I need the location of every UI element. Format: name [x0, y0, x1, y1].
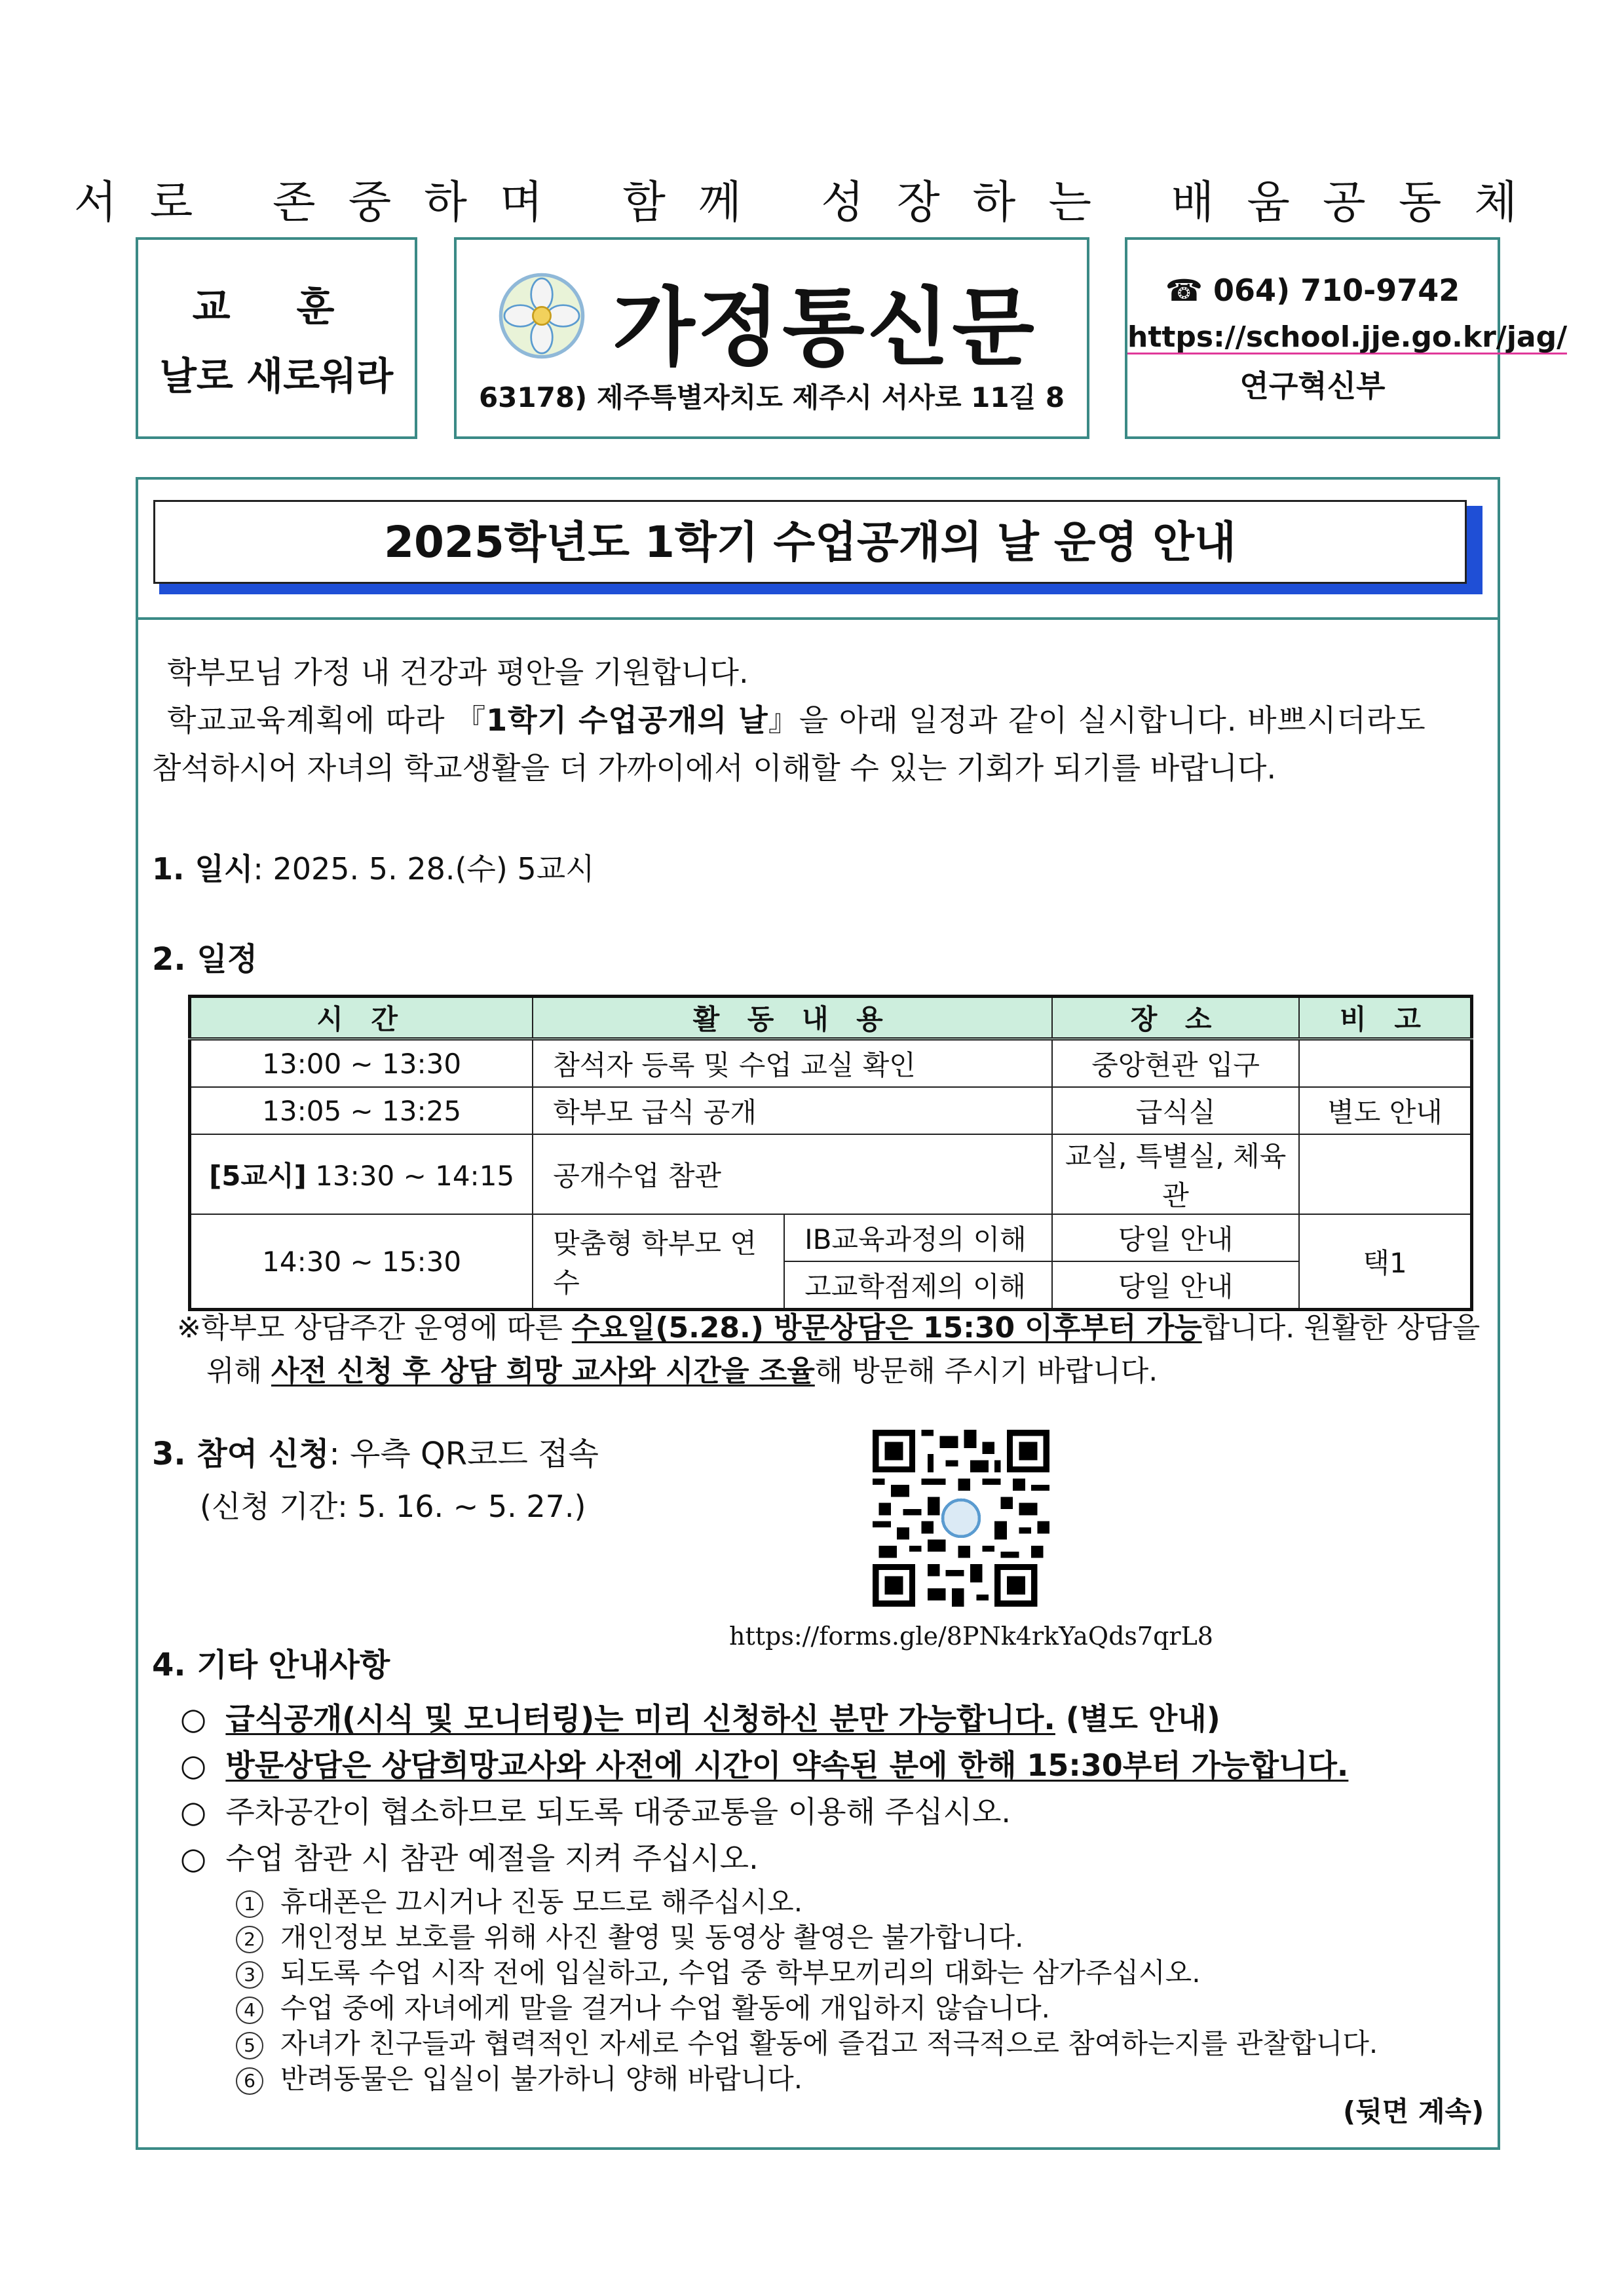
etiquette-text: 휴대폰은 끄시거나 진동 모드로 해주십시오. [280, 1886, 803, 1918]
cell-activity: 맞춤형 학부모 연수 [533, 1214, 784, 1310]
bullet-icon: ○ [180, 1748, 207, 1783]
number-badge: 1 [236, 1890, 263, 1918]
number-badge: 5 [236, 2032, 263, 2059]
number-badge: 2 [236, 1926, 263, 1953]
section-label: 1. 일시 [152, 851, 254, 887]
intro-line-1: 학부모님 가정 내 건강과 평안을 기원합니다. [167, 655, 749, 690]
notice-text: 합니다. 원활한 상담을 [1201, 1311, 1481, 1345]
cell-note: 택1 [1299, 1214, 1471, 1310]
newsletter-title: 가정통신문 [613, 278, 1037, 377]
table-header-row [190, 997, 1472, 1039]
table-row [190, 1214, 1472, 1261]
cell-time [190, 1134, 533, 1214]
notice-text: 해 방문해 주시기 바랍니다. [814, 1354, 1158, 1388]
bullet-icon: ○ [180, 1794, 207, 1829]
etiquette-text: 되도록 수업 시작 전에 입실하고, 수업 중 학부모끼리의 대화는 삼가주십시오. [280, 1957, 1201, 1989]
notice-item-text: 급식공개(시식 및 모니터링)는 미리 신청하신 분만 가능합니다. [225, 1701, 1055, 1736]
section-other-notices-label: 4. 기타 안내사항 [152, 1647, 390, 1683]
continued-note: (뒷면 계속) [1343, 2095, 1484, 2128]
notice-text: ※학부모 상담주간 운영에 따른 [177, 1311, 572, 1345]
cell-place: 당일 안내 [1052, 1214, 1299, 1261]
number-badge: 4 [236, 1997, 263, 2024]
notice-text: 위해 [206, 1354, 271, 1388]
registration-method: : 우측 QR코드 접속 [329, 1436, 599, 1472]
time-range: 13:30 ~ 14:15 [315, 1160, 515, 1192]
cell-place: 교실, 특별실, 체육관 [1052, 1134, 1299, 1214]
document-heading: 2025학년도 1학기 수업공개의 날 운영 안내 [153, 500, 1467, 584]
notice-item-text: 수업 참관 시 참관 예절을 지켜 주십시오. [225, 1841, 759, 1876]
etiquette-text: 반려동물은 입실이 불가하니 양해 바랍니다. [280, 2063, 803, 2095]
notice-item-suffix: (별도 안내) [1055, 1701, 1220, 1736]
etiquette-item-4 [236, 1987, 1050, 2026]
notice-item-parking [180, 1788, 1011, 1831]
cell-sub-activity: 고교학점제의 이해 [784, 1261, 1052, 1310]
notice-emphasis: 수요일(5.28.) 방문상담은 15:30 이후부터 가능 [571, 1311, 1202, 1345]
school-address: 63178) 제주특별자치도 제주시 서사로 11길 8 [478, 381, 1065, 413]
notice-item-text: 방문상담은 상담희망교사와 사전에 시간이 약속된 분에 한해 15:30부터 가능합니다. [225, 1748, 1349, 1783]
etiquette-text: 개인정보 보호를 위해 사진 촬영 및 동영상 촬영은 불가합니다. [280, 1921, 1024, 1953]
col-header: 장 소 [1052, 997, 1299, 1039]
cell-place: 당일 안내 [1052, 1261, 1299, 1310]
etiquette-item-2 [236, 1916, 1023, 1955]
intro-event-name: 1학기 수업공개의 날 [486, 702, 768, 738]
cell-place: 급식실 [1052, 1087, 1299, 1134]
cell-time: 13:00 ~ 13:30 [190, 1039, 533, 1088]
consultation-notice-line-2 [206, 1347, 1158, 1389]
cell-note [1299, 1039, 1471, 1088]
registration-period: (신청 기간: 5. 16. ~ 5. 27.) [200, 1489, 586, 1524]
col-header: 비 고 [1299, 997, 1471, 1039]
intro-line-3: 참석하시어 자녀의 학교생활을 더 가까이에서 이해할 수 있는 기회가 되기를 바랍니다. [152, 750, 1277, 786]
section-date [152, 845, 595, 889]
notice-item-text: 주차공간이 협소하므로 되도록 대중교통을 이용해 주십시오. [225, 1794, 1011, 1829]
etiquette-text: 수업 중에 자녀에게 말을 걸거나 수업 활동에 개입하지 않습니다. [280, 1992, 1051, 2024]
cell-place: 중앙현관 입구 [1052, 1039, 1299, 1088]
motto-label: 교 훈 [192, 284, 361, 330]
cell-activity: 참석자 등록 및 수업 교실 확인 [533, 1039, 1052, 1088]
event-date: : 2025. 5. 28.(수) 5교시 [253, 851, 595, 887]
cell-activity: 공개수업 참관 [533, 1134, 1052, 1214]
etiquette-item-6 [236, 2057, 803, 2097]
cell-sub-activity: IB교육과정의 이해 [784, 1214, 1052, 1261]
col-header: 활 동 내 용 [533, 997, 1052, 1039]
school-logo-icon [497, 271, 586, 360]
contact-box [1125, 237, 1568, 439]
etiquette-item-5 [236, 2022, 1378, 2061]
intro-text: 학교교육계획에 따라 『 [167, 702, 487, 738]
school-website-link[interactable]: https://school.jje.go.kr/jag/ [1127, 320, 1568, 354]
schedule-table [188, 995, 1473, 1311]
cell-time: 13:05 ~ 13:25 [190, 1087, 533, 1134]
department: 연구혁신부 [1239, 368, 1386, 404]
phone-number: ☎ 064) 710-9742 [1165, 273, 1460, 308]
school-vision: 서로 존중하며 함께 성장하는 배움공동체 [73, 177, 1551, 229]
etiquette-item-1 [236, 1881, 803, 1920]
intro-text: 』을 아래 일정과 같이 실시합니다. 바쁘시더라도 [768, 702, 1426, 738]
period-tag: [5교시] [209, 1160, 307, 1192]
section-schedule-label: 2. 일정 [152, 941, 258, 978]
cell-activity: 학부모 급식 공개 [533, 1087, 1052, 1134]
motto-text: 날로 새로워라 [159, 354, 394, 398]
number-badge: 3 [236, 1961, 263, 1989]
etiquette-item-3 [236, 1951, 1201, 1991]
registration-qr-code[interactable] [873, 1430, 1049, 1607]
notice-item-meal [180, 1695, 1220, 1738]
table-row [190, 1039, 1472, 1088]
cell-time: 14:30 ~ 15:30 [190, 1214, 533, 1310]
section-label: 3. 참여 신청 [152, 1436, 330, 1472]
table-row [190, 1087, 1472, 1134]
notice-item-consultation [180, 1742, 1348, 1785]
consultation-notice-line-1 [177, 1304, 1480, 1346]
heading-divider [138, 617, 1498, 620]
intro-line-2 [167, 697, 1426, 740]
etiquette-text: 자녀가 친구들과 협력적인 자세로 수업 활동에 즐겁고 적극적으로 참여하는지를 관찰합니다. [280, 2027, 1378, 2059]
cell-note: 별도 안내 [1299, 1087, 1471, 1134]
bullet-icon: ○ [180, 1701, 207, 1736]
bullet-icon: ○ [180, 1841, 207, 1876]
school-motto-box [136, 237, 417, 439]
table-row [190, 1134, 1472, 1214]
col-header: 시 간 [190, 997, 533, 1039]
notice-item-etiquette [180, 1835, 759, 1878]
newsletter-title-box [454, 237, 1089, 439]
number-badge: 6 [236, 2067, 263, 2095]
section-registration [152, 1428, 599, 1474]
notice-emphasis: 사전 신청 후 상담 희망 교사와 시간을 조율 [271, 1354, 815, 1388]
cell-note [1299, 1134, 1471, 1214]
registration-form-url[interactable]: https://forms.gle/8PNk4rkYaQds7qrL8 [729, 1622, 1213, 1651]
